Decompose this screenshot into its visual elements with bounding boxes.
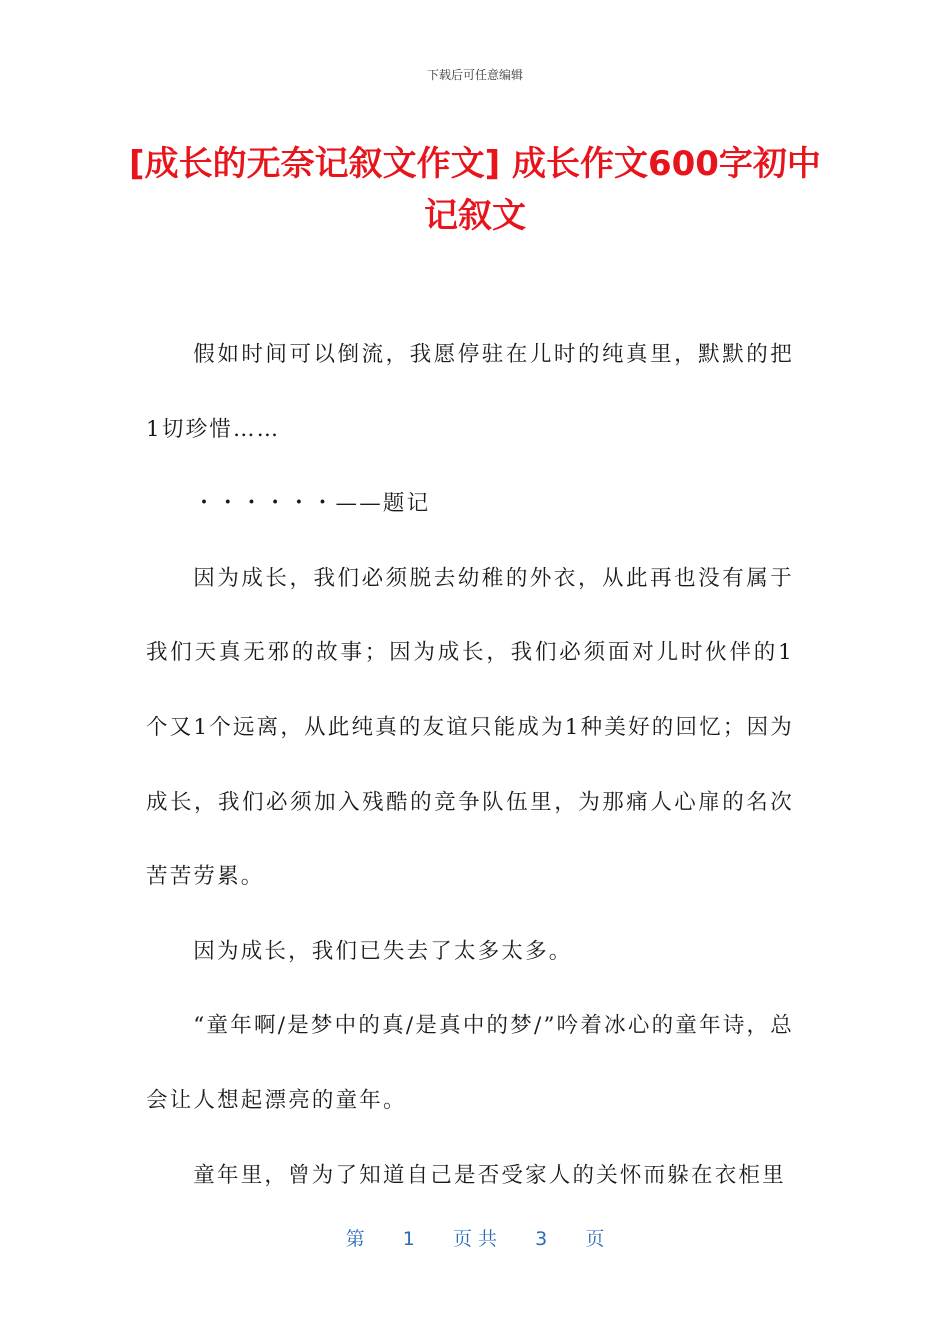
footer-page-unit: 页 [452,1228,472,1250]
paragraph-childhood: 童年里，曾为了知道自己是否受家人的关怀而躲在衣柜里 [193,1162,786,1188]
paragraph-growth: 因为成长，我们必须脱去幼稚的外衣，从此再也没有属于我们天真无邪的故事；因为成长，我们必须面对儿时伙伴的1个又1个远离，从此纯真的友谊只能成为1种美好的回忆；因为成长，我们必须加入残酷的竞争队伍里，为那痛人心扉的名次苦苦劳累。 [146,565,794,890]
paragraph-poem: “童年啊/是梦中的真/是真中的梦/”吟着冰心的童年诗，总会让人想起漂亮的童年。 [146,1013,794,1113]
document-body [146,318,794,1213]
footer-total-pages: 3 [535,1228,548,1250]
footer-total-label: 共 [478,1228,498,1250]
paragraph-intro: 假如时间可以倒流，我愿停驻在儿时的纯真里，默默的把1切珍惜…… [146,342,794,442]
footer-page-number: 1 [402,1228,415,1250]
header-note: 下载后可任意编辑 [426,68,523,82]
paragraph-lost: 因为成长，我们已失去了太多太多。 [193,938,573,964]
paragraph-epigraph-attribution: ・・・・・・——题记 [193,491,431,517]
page-footer [0,1224,950,1251]
footer-page-label: 第 [345,1228,365,1250]
footer-total-unit: 页 [585,1228,605,1250]
document-title: [成长的无奈记叙文作文] 成长作文600字初中记叙文 [129,144,821,236]
